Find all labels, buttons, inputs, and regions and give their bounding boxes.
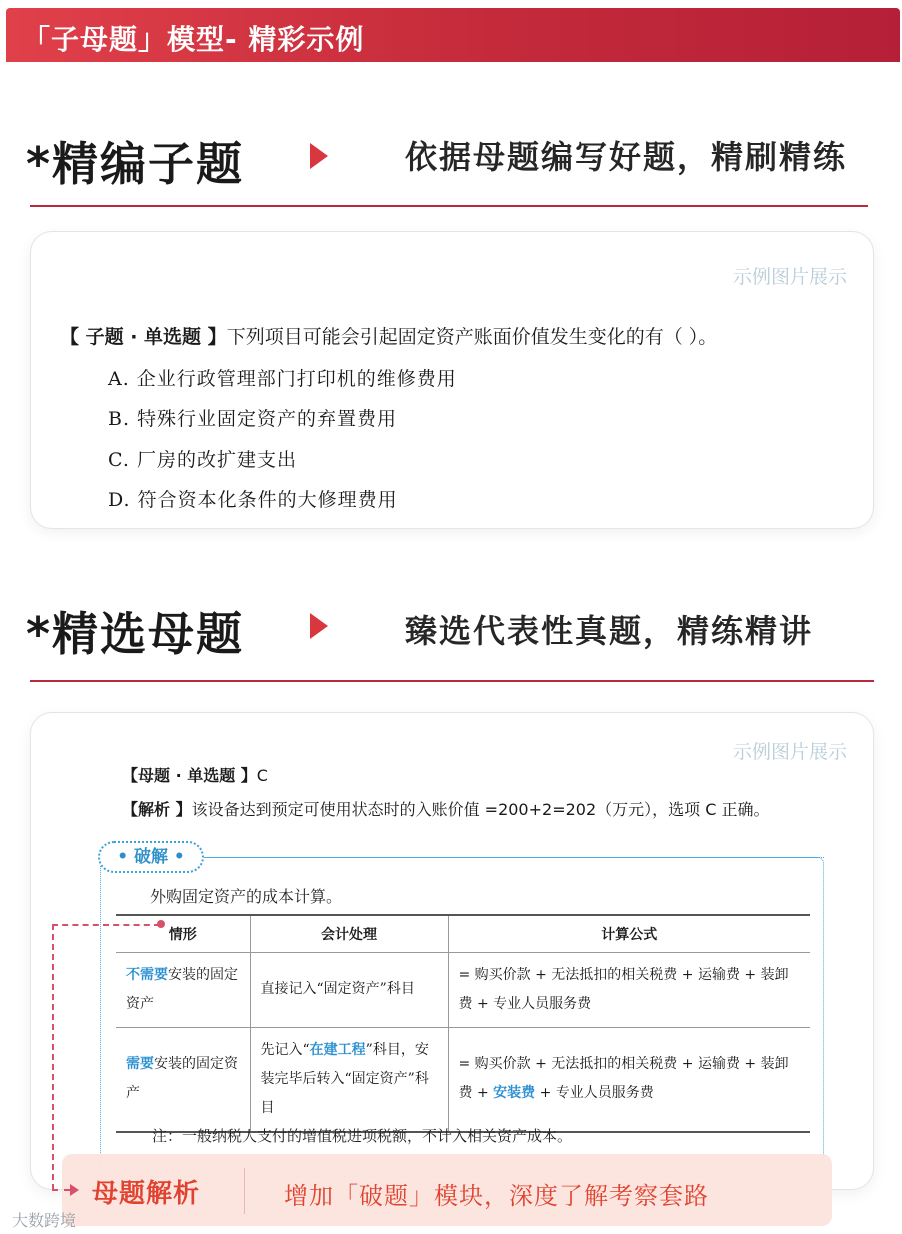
section1-desc: 依据母题编写好题，精刷精练 [405, 138, 848, 176]
cell-text: 安装的固定资产 [126, 1056, 238, 1101]
pojie-badge: • 破解 • [98, 841, 204, 873]
section1-divider [30, 205, 868, 207]
table-cell [116, 1027, 250, 1132]
highlight-text: 安装费 [493, 1085, 536, 1101]
arrow-right-icon [310, 143, 328, 169]
cell-text: 安装的固定资产 [126, 966, 238, 1012]
option-c: C. 厂房的改扩建支出 [108, 449, 297, 471]
cost-table [116, 914, 810, 1133]
cell-text: = 购买价款 + 无法抵扣的相关税费 + 运输费 + 装卸费 + 专业人员服务费 [458, 966, 789, 1012]
header-banner [6, 8, 900, 62]
brand-watermark: 大数跨境 [12, 1211, 77, 1230]
analysis-tag: 【解析 】 [122, 800, 192, 819]
cell-text: = 购买价款 + 无法抵扣的相关税费 + 运输费 + 装卸费 + [458, 1056, 789, 1101]
arrow-right-icon [310, 613, 328, 639]
section1-title: *精编子题 [26, 137, 245, 191]
highlight-text: 不需要 [126, 966, 168, 983]
pojie-divider [204, 857, 824, 858]
option-d: D. 符合资本化条件的大修理费用 [108, 489, 398, 511]
connector-line [52, 924, 160, 926]
mother-question-line [122, 763, 268, 786]
table-note: 注：一般纳税人支付的增值税进项税额，不计入相关资产成本。 [152, 1127, 573, 1145]
mother-answer: C [256, 766, 268, 785]
callout-divider [244, 1168, 245, 1214]
table-row [116, 952, 810, 1027]
analysis-line [122, 797, 770, 820]
section2-desc: 臻选代表性真题，精练精讲 [405, 612, 814, 650]
analysis-text: 该设备达到预定可使用状态时的入账价值 =200+2=202（万元），选项 C 正确。 [191, 800, 770, 819]
table-header: 情形 [116, 915, 250, 952]
table-cell [250, 1027, 448, 1132]
bottom-callout [62, 1154, 832, 1226]
connector-dot-icon [157, 920, 165, 928]
table-cell [116, 952, 250, 1027]
cell-text: 直接记入“固定资产”科目 [260, 981, 415, 997]
mother-tag: 【母题 · 单选题 】 [122, 766, 257, 785]
pojie-intro: 外购固定资产的成本计算。 [150, 887, 343, 906]
arrow-right-icon [70, 1184, 79, 1196]
table-cell [448, 952, 810, 1027]
question-text: 下列项目可能会引起固定资产账面价值发生变化的有（ ）。 [226, 326, 718, 348]
card-watermark: 示例图片展示 [732, 266, 847, 288]
callout-desc: 增加「破题」模块，深度了解考察套路 [284, 1182, 709, 1210]
table-cell [448, 1027, 810, 1132]
highlight-text: 在建工程 [309, 1041, 366, 1058]
table-header-row [116, 915, 810, 952]
question-line [60, 322, 717, 349]
option-a: A. 企业行政管理部门打印机的维修费用 [108, 368, 457, 390]
option-b: B. 特殊行业固定资产的弃置费用 [108, 408, 398, 430]
question-tag: 【 子题 · 单选题 】 [60, 326, 227, 348]
connector-line [52, 924, 54, 1190]
table-cell [250, 952, 448, 1027]
highlight-text: 需要 [126, 1056, 154, 1072]
section2-title: *精选母题 [26, 607, 245, 661]
section2-divider [30, 680, 874, 682]
card-watermark: 示例图片展示 [732, 741, 847, 763]
table-header: 会计处理 [250, 915, 448, 952]
connector-line [52, 1189, 70, 1191]
cell-text: 先记入“ [260, 1041, 310, 1058]
table-header: 计算公式 [448, 915, 810, 952]
cell-text: + 专业人员服务费 [535, 1085, 654, 1101]
table-row [116, 1027, 810, 1132]
cell-text: ”科目，安装完毕后转入“固定资产”科目 [260, 1041, 429, 1116]
callout-title: 母题解析 [92, 1179, 201, 1209]
banner-title: 「子母题」模型- 精彩示例 [22, 23, 365, 56]
